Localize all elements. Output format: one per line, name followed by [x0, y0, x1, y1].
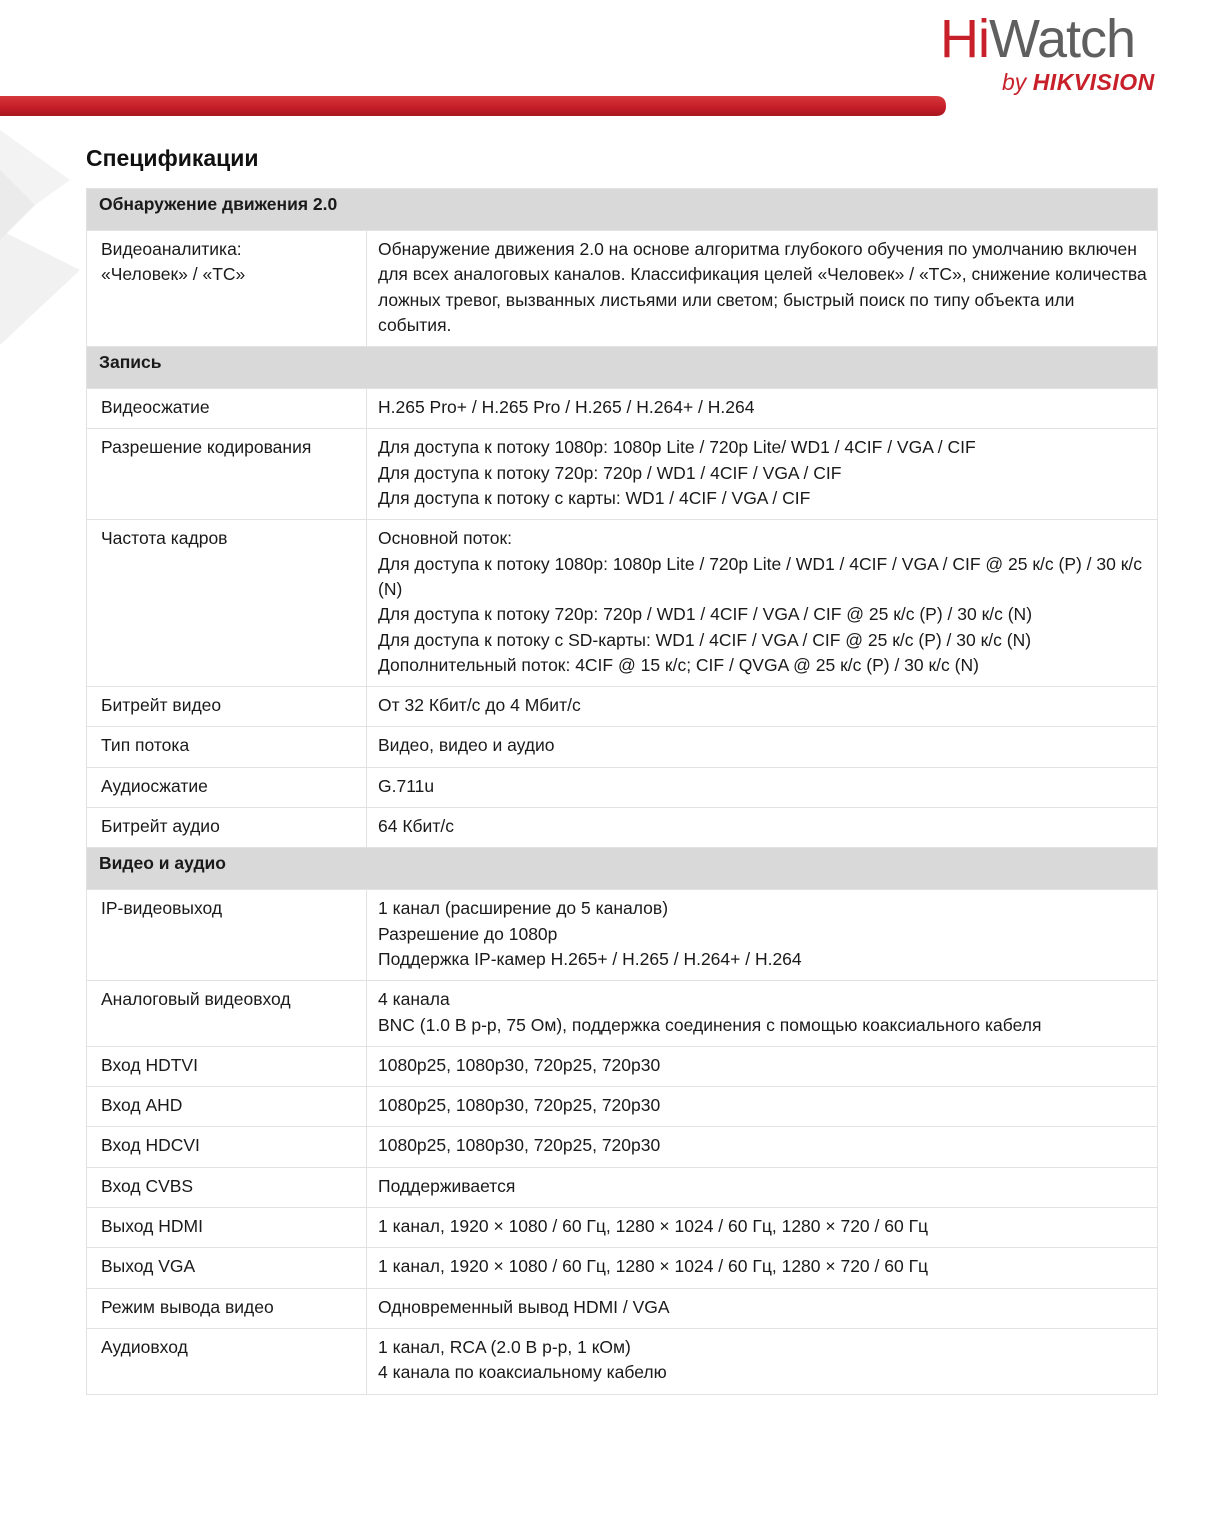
- spec-value-cell: [367, 1087, 1158, 1127]
- section-title: Видео и аудио: [87, 848, 1158, 890]
- spec-row: [87, 1288, 1158, 1328]
- spec-value: Для доступа к потоку 1080p: 1080p Lite / 720p Lite / WD1 / 4CIF / VGA / CIF @ 25 к/с (P) / 30 к/с (N): [378, 553, 1147, 599]
- section-title: Обнаружение движения 2.0: [87, 189, 1158, 231]
- spec-value-cell: [367, 520, 1158, 687]
- logo-hi-text: Hi: [940, 9, 989, 69]
- spec-value: 1080p25, 1080p30, 720p25, 720p30: [378, 1054, 661, 1075]
- spec-value: 1 канал, 1920 × 1080 / 60 Гц, 1280 × 1024 / 60 Гц, 1280 × 720 / 60 Гц: [378, 1256, 929, 1277]
- spec-label: Битрейт видео: [101, 695, 222, 716]
- spec-value: Поддержка IP-камер H.265+ / H.265 / H.264+ / H.264: [378, 948, 802, 969]
- spec-label: Режим вывода видео: [101, 1296, 274, 1317]
- spec-value: От 32 Кбит/с до 4 Мбит/с: [378, 695, 581, 716]
- spec-label: IP-видеовыход: [101, 898, 223, 919]
- spec-value: 1080p25, 1080p30, 720p25, 720p30: [378, 1095, 661, 1116]
- spec-value: Для доступа к потоку 720p: 720p / WD1 / 4CIF / VGA / CIF @ 25 к/с (P) / 30 к/с (N): [378, 604, 1033, 625]
- spec-table-body: [87, 189, 1158, 1395]
- page-title: Спецификации: [86, 145, 259, 171]
- spec-label-cell: [87, 1248, 367, 1288]
- spec-value-cell: [367, 808, 1158, 848]
- logo-by-text: by: [1002, 69, 1033, 95]
- spec-label-cell: [87, 808, 367, 848]
- logo-subline: [1002, 68, 1155, 96]
- spec-value: 1 канал (расширение до 5 каналов): [378, 898, 669, 919]
- spec-label-cell: [87, 1046, 367, 1086]
- spec-row: [87, 1208, 1158, 1248]
- spec-value: Для доступа к потоку 720p: 720p / WD1 / 4CIF / VGA / CIF: [378, 462, 842, 483]
- spec-value: Дополнительный поток: 4CIF @ 15 к/с; CIF / QVGA @ 25 к/с (P) / 30 к/с (N): [378, 654, 979, 675]
- spec-label: «Человек» / «ТС»: [101, 264, 246, 285]
- spec-value-cell: [367, 890, 1158, 981]
- section-header-row: [87, 189, 1158, 231]
- spec-value: Одновременный вывод HDMI / VGA: [378, 1296, 670, 1317]
- spec-label: Аналоговый видеовход: [101, 989, 291, 1010]
- spec-value-cell: [367, 1208, 1158, 1248]
- spec-label: Вход HDTVI: [101, 1054, 198, 1075]
- spec-value-cell: [367, 1167, 1158, 1207]
- spec-row: [87, 1046, 1158, 1086]
- spec-row: [87, 767, 1158, 807]
- spec-value-cell: [367, 1248, 1158, 1288]
- spec-label-cell: [87, 1328, 367, 1394]
- spec-label: Выход VGA: [101, 1256, 196, 1277]
- spec-label-cell: [87, 1208, 367, 1248]
- spec-row: [87, 1328, 1158, 1394]
- spec-value: 1 канал, RCA (2.0 В p-p, 1 кОм): [378, 1336, 631, 1357]
- section-title: Запись: [87, 347, 1158, 389]
- spec-label: Тип потока: [101, 735, 190, 756]
- spec-label-cell: [87, 1167, 367, 1207]
- spec-value: Для доступа к потоку с карты: WD1 / 4CIF / VGA / CIF: [378, 488, 811, 509]
- header-red-bar: [0, 96, 946, 116]
- spec-label: Аудиосжатие: [101, 775, 208, 796]
- spec-row: [87, 1167, 1158, 1207]
- spec-label: Вход AHD: [101, 1095, 183, 1116]
- spec-value: 4 канала: [378, 989, 450, 1010]
- spec-value: Видео, видео и аудио: [378, 735, 555, 756]
- section-header-row: [87, 848, 1158, 890]
- spec-row: [87, 520, 1158, 687]
- spec-value: 64 Кбит/с: [378, 816, 454, 837]
- spec-label-cell: [87, 429, 367, 520]
- spec-value: Обнаружение движения 2.0 на основе алгоритма глубокого обучения по умолчанию включен для всех аналоговых каналов. Классификация целей «Человек» / «ТС», снижение количества ложных тревог, вызванных листьями или светом; быстрый поиск по типу объекта или события.: [378, 239, 1152, 335]
- spec-value: Разрешение до 1080p: [378, 923, 558, 944]
- spec-value-cell: [367, 1127, 1158, 1167]
- spec-row: [87, 1127, 1158, 1167]
- spec-row: [87, 890, 1158, 981]
- hiwatch-logo: [940, 8, 1190, 100]
- spec-label-cell: [87, 890, 367, 981]
- spec-row: [87, 727, 1158, 767]
- spec-value-cell: [367, 1328, 1158, 1394]
- spec-label-cell: [87, 389, 367, 429]
- logo-wordmark: [940, 8, 1135, 70]
- spec-row: [87, 808, 1158, 848]
- logo-brand-text: HIKVISION: [1032, 69, 1155, 95]
- spec-value: 1 канал, 1920 × 1080 / 60 Гц, 1280 × 1024 / 60 Гц, 1280 × 720 / 60 Гц: [378, 1216, 929, 1237]
- logo-watch-text: Watch: [989, 9, 1136, 69]
- spec-label-cell: [87, 767, 367, 807]
- spec-value-cell: [367, 727, 1158, 767]
- spec-value-cell: [367, 389, 1158, 429]
- spec-value-cell: [367, 231, 1158, 347]
- spec-value: Для доступа к потоку с SD-карты: WD1 / 4CIF / VGA / CIF @ 25 к/с (P) / 30 к/с (N): [378, 629, 1032, 650]
- spec-row: [87, 429, 1158, 520]
- spec-value: Поддерживается: [378, 1175, 516, 1196]
- spec-value: BNC (1.0 В p-p, 75 Ом), поддержка соединения с помощью коаксиального кабеля: [378, 1014, 1042, 1035]
- spec-label: Вход HDCVI: [101, 1135, 200, 1156]
- spec-label: Видеосжатие: [101, 397, 210, 418]
- spec-label-cell: [87, 520, 367, 687]
- spec-row: [87, 231, 1158, 347]
- spec-value: Для доступа к потоку 1080p: 1080p Lite / 720p Lite/ WD1 / 4CIF / VGA / CIF: [378, 437, 976, 458]
- spec-label-cell: [87, 1127, 367, 1167]
- spec-value-cell: [367, 1288, 1158, 1328]
- spec-label-cell: [87, 231, 367, 347]
- spec-value-cell: [367, 1046, 1158, 1086]
- spec-label-cell: [87, 687, 367, 727]
- spec-row: [87, 1087, 1158, 1127]
- spec-label-cell: [87, 981, 367, 1047]
- spec-label: Видеоаналитика:: [101, 239, 242, 259]
- spec-label-cell: [87, 1087, 367, 1127]
- section-header-row: [87, 347, 1158, 389]
- spec-label: Разрешение кодирования: [101, 437, 312, 458]
- spec-label: Аудиовход: [101, 1336, 188, 1357]
- spec-row: [87, 981, 1158, 1047]
- spec-value: 1080p25, 1080p30, 720p25, 720p30: [378, 1135, 661, 1156]
- spec-value: 4 канала по коаксиальному кабелю: [378, 1362, 667, 1383]
- spec-row: [87, 389, 1158, 429]
- spec-value: H.265 Pro+ / H.265 Pro / H.265 / H.264+ / H.264: [378, 397, 755, 418]
- spec-label-cell: [87, 1288, 367, 1328]
- spec-label-cell: [87, 727, 367, 767]
- spec-value: G.711u: [378, 775, 435, 796]
- spec-row: [87, 1248, 1158, 1288]
- spec-label: Вход CVBS: [101, 1175, 194, 1196]
- spec-value-cell: [367, 429, 1158, 520]
- spec-value-cell: [367, 981, 1158, 1047]
- spec-label: Битрейт аудио: [101, 816, 220, 837]
- spec-value: Основной поток:: [378, 528, 512, 549]
- spec-value-cell: [367, 687, 1158, 727]
- spec-value-cell: [367, 767, 1158, 807]
- spec-table: [86, 188, 1158, 1395]
- spec-label: Частота кадров: [101, 528, 228, 549]
- spec-label: Выход HDMI: [101, 1216, 203, 1237]
- watermark-shape: [0, 110, 90, 350]
- spec-row: [87, 687, 1158, 727]
